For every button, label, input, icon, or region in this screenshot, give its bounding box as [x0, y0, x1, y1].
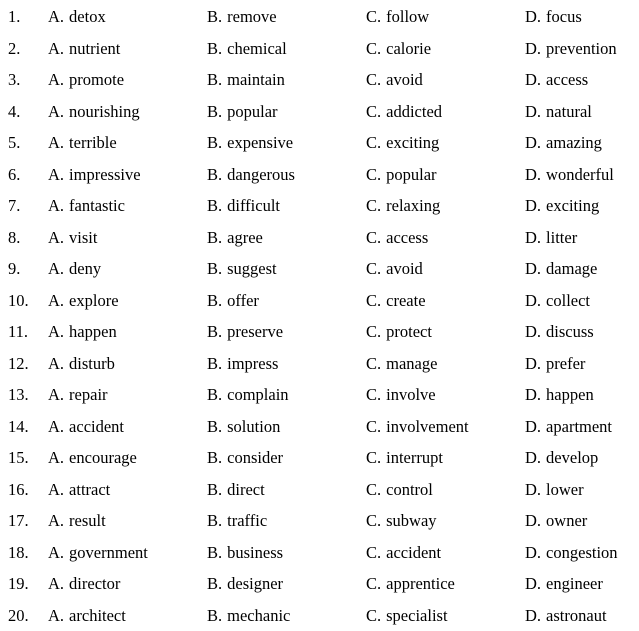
option-word: collect [546, 291, 590, 310]
option-letter: A. [48, 196, 64, 215]
option-letter: C. [366, 574, 381, 593]
option-letter: A. [48, 574, 64, 593]
option-word: disturb [69, 354, 115, 373]
option-word: specialist [386, 606, 447, 625]
option-d [525, 159, 614, 191]
option-letter: C. [366, 7, 381, 26]
option-word: director [69, 574, 120, 593]
option-word: deny [69, 259, 101, 278]
option-word: nourishing [69, 102, 140, 121]
option-b [207, 568, 283, 600]
option-letter: C. [366, 606, 381, 625]
option-c [366, 379, 436, 411]
option-word: agree [227, 228, 263, 247]
option-c [366, 568, 455, 600]
option-word: avoid [386, 259, 423, 278]
option-letter: B. [207, 228, 222, 247]
option-letter: A. [48, 480, 64, 499]
option-a [48, 222, 97, 254]
option-letter: A. [48, 291, 64, 310]
option-letter: B. [207, 291, 222, 310]
question-row [0, 96, 639, 128]
option-word: direct [227, 480, 265, 499]
option-b [207, 537, 283, 569]
option-letter: D. [525, 259, 541, 278]
option-letter: A. [48, 165, 64, 184]
option-word: business [227, 543, 283, 562]
option-word: encourage [69, 448, 137, 467]
option-letter: A. [48, 39, 64, 58]
option-letter: A. [48, 511, 64, 530]
option-word: wonderful [546, 165, 614, 184]
option-word: dangerous [227, 165, 295, 184]
option-letter: D. [525, 322, 541, 341]
option-b [207, 1, 277, 33]
option-d [525, 64, 588, 96]
option-word: traffic [227, 511, 267, 530]
question-row [0, 33, 639, 65]
option-word: visit [69, 228, 97, 247]
question-row [0, 568, 639, 600]
option-word: remove [227, 7, 276, 26]
question-number: 15. [8, 442, 29, 474]
option-d [525, 505, 587, 537]
option-word: owner [546, 511, 587, 530]
option-letter: D. [525, 196, 541, 215]
option-word: happen [546, 385, 594, 404]
option-word: interrupt [386, 448, 443, 467]
option-a [48, 190, 125, 222]
option-letter: D. [525, 39, 541, 58]
option-word: protect [386, 322, 432, 341]
option-c [366, 505, 437, 537]
option-letter: A. [48, 354, 64, 373]
option-b [207, 285, 259, 317]
option-letter: C. [366, 228, 381, 247]
option-word: architect [69, 606, 126, 625]
option-c [366, 600, 448, 631]
option-b [207, 600, 290, 631]
option-a [48, 537, 148, 569]
option-word: discuss [546, 322, 594, 341]
option-letter: C. [366, 511, 381, 530]
option-letter: B. [207, 417, 222, 436]
option-word: access [386, 228, 428, 247]
question-number: 3. [8, 64, 20, 96]
option-word: explore [69, 291, 118, 310]
option-word: develop [546, 448, 598, 467]
option-word: engineer [546, 574, 603, 593]
option-word: focus [546, 7, 582, 26]
option-letter: C. [366, 385, 381, 404]
option-d [525, 411, 612, 443]
option-b [207, 379, 289, 411]
question-row [0, 253, 639, 285]
option-letter: D. [525, 228, 541, 247]
option-word: relaxing [386, 196, 440, 215]
question-row [0, 474, 639, 506]
question-number: 16. [8, 474, 29, 506]
option-a [48, 33, 120, 65]
option-word: subway [386, 511, 436, 530]
question-number: 5. [8, 127, 20, 159]
option-letter: D. [525, 606, 541, 625]
option-letter: D. [525, 133, 541, 152]
option-d [525, 379, 594, 411]
question-number: 9. [8, 253, 20, 285]
option-letter: D. [525, 448, 541, 467]
option-letter: C. [366, 70, 381, 89]
option-letter: C. [366, 133, 381, 152]
option-letter: B. [207, 133, 222, 152]
option-letter: B. [207, 511, 222, 530]
option-letter: C. [366, 322, 381, 341]
option-letter: B. [207, 480, 222, 499]
option-a [48, 411, 124, 443]
option-a [48, 96, 140, 128]
option-letter: C. [366, 543, 381, 562]
question-row [0, 159, 639, 191]
option-b [207, 64, 285, 96]
option-word: popular [386, 165, 436, 184]
option-letter: C. [366, 291, 381, 310]
option-word: happen [69, 322, 117, 341]
option-b [207, 190, 280, 222]
option-word: congestion [546, 543, 618, 562]
option-b [207, 474, 265, 506]
option-c [366, 190, 440, 222]
option-d [525, 190, 599, 222]
question-number: 1. [8, 1, 20, 33]
option-b [207, 159, 295, 191]
option-a [48, 64, 124, 96]
option-a [48, 285, 119, 317]
option-word: avoid [386, 70, 423, 89]
option-a [48, 505, 106, 537]
option-c [366, 285, 426, 317]
option-letter: B. [207, 574, 222, 593]
option-letter: A. [48, 385, 64, 404]
option-word: access [546, 70, 588, 89]
option-a [48, 1, 106, 33]
option-word: accident [69, 417, 124, 436]
option-word: terrible [69, 133, 117, 152]
question-row [0, 222, 639, 254]
option-word: addicted [386, 102, 442, 121]
option-c [366, 537, 441, 569]
option-word: prefer [546, 354, 585, 373]
question-number: 8. [8, 222, 20, 254]
option-letter: C. [366, 196, 381, 215]
option-letter: A. [48, 322, 64, 341]
option-letter: C. [366, 102, 381, 121]
option-letter: B. [207, 7, 222, 26]
option-d [525, 285, 590, 317]
option-word: expensive [227, 133, 293, 152]
option-c [366, 316, 432, 348]
option-c [366, 253, 423, 285]
option-letter: B. [207, 354, 222, 373]
option-c [366, 33, 431, 65]
option-a [48, 442, 137, 474]
option-d [525, 348, 585, 380]
option-c [366, 442, 443, 474]
option-a [48, 159, 141, 191]
option-letter: D. [525, 354, 541, 373]
option-word: nutrient [69, 39, 120, 58]
option-letter: D. [525, 574, 541, 593]
option-letter: B. [207, 259, 222, 278]
question-number: 4. [8, 96, 20, 128]
option-a [48, 348, 115, 380]
option-b [207, 411, 280, 443]
option-word: astronaut [546, 606, 606, 625]
option-c [366, 1, 429, 33]
question-number: 7. [8, 190, 20, 222]
question-list [0, 1, 639, 631]
question-number: 17. [8, 505, 29, 537]
question-row [0, 190, 639, 222]
option-letter: C. [366, 39, 381, 58]
option-letter: C. [366, 480, 381, 499]
question-row [0, 285, 639, 317]
question-row [0, 316, 639, 348]
question-number: 12. [8, 348, 29, 380]
option-word: involve [386, 385, 436, 404]
question-number: 13. [8, 379, 29, 411]
question-row [0, 505, 639, 537]
option-letter: B. [207, 606, 222, 625]
option-word: preserve [227, 322, 283, 341]
option-letter: D. [525, 511, 541, 530]
option-letter: D. [525, 165, 541, 184]
option-word: create [386, 291, 425, 310]
option-a [48, 568, 120, 600]
option-letter: A. [48, 259, 64, 278]
option-b [207, 442, 283, 474]
question-row [0, 600, 639, 631]
option-letter: A. [48, 102, 64, 121]
option-letter: A. [48, 133, 64, 152]
option-word: calorie [386, 39, 431, 58]
option-word: suggest [227, 259, 277, 278]
option-letter: A. [48, 417, 64, 436]
option-d [525, 537, 618, 569]
option-word: lower [546, 480, 584, 499]
question-row [0, 1, 639, 33]
option-letter: D. [525, 385, 541, 404]
option-d [525, 442, 598, 474]
option-letter: A. [48, 7, 64, 26]
option-d [525, 96, 592, 128]
option-word: popular [227, 102, 277, 121]
option-word: attract [69, 480, 110, 499]
option-letter: D. [525, 7, 541, 26]
option-letter: B. [207, 385, 222, 404]
question-row [0, 127, 639, 159]
question-row [0, 64, 639, 96]
option-word: government [69, 543, 148, 562]
option-word: mechanic [227, 606, 290, 625]
option-c [366, 127, 439, 159]
option-letter: A. [48, 70, 64, 89]
option-letter: D. [525, 291, 541, 310]
option-a [48, 474, 110, 506]
option-word: apprentice [386, 574, 455, 593]
option-d [525, 253, 597, 285]
option-b [207, 222, 263, 254]
question-number: 14. [8, 411, 29, 443]
option-d [525, 33, 617, 65]
option-letter: C. [366, 448, 381, 467]
option-letter: B. [207, 322, 222, 341]
question-number: 19. [8, 568, 29, 600]
option-d [525, 600, 607, 631]
option-d [525, 1, 582, 33]
option-word: control [386, 480, 433, 499]
question-row [0, 537, 639, 569]
option-letter: B. [207, 448, 222, 467]
option-b [207, 348, 278, 380]
option-letter: D. [525, 543, 541, 562]
option-letter: C. [366, 165, 381, 184]
option-c [366, 474, 433, 506]
option-word: impress [227, 354, 278, 373]
option-d [525, 568, 603, 600]
option-word: promote [69, 70, 124, 89]
option-letter: D. [525, 102, 541, 121]
option-word: impressive [69, 165, 141, 184]
question-row [0, 442, 639, 474]
option-letter: A. [48, 543, 64, 562]
option-word: chemical [227, 39, 287, 58]
option-letter: B. [207, 165, 222, 184]
option-letter: B. [207, 543, 222, 562]
option-c [366, 159, 437, 191]
option-letter: B. [207, 70, 222, 89]
option-word: designer [227, 574, 283, 593]
option-word: litter [546, 228, 577, 247]
option-word: complain [227, 385, 288, 404]
option-letter: A. [48, 228, 64, 247]
option-word: involvement [386, 417, 468, 436]
option-b [207, 33, 287, 65]
option-letter: C. [366, 354, 381, 373]
option-letter: B. [207, 39, 222, 58]
option-letter: A. [48, 448, 64, 467]
option-b [207, 127, 293, 159]
option-word: solution [227, 417, 280, 436]
option-letter: D. [525, 417, 541, 436]
question-row [0, 348, 639, 380]
option-word: follow [386, 7, 429, 26]
option-word: consider [227, 448, 283, 467]
option-letter: D. [525, 70, 541, 89]
option-letter: C. [366, 417, 381, 436]
question-row [0, 379, 639, 411]
question-number: 6. [8, 159, 20, 191]
option-a [48, 316, 117, 348]
option-letter: A. [48, 606, 64, 625]
option-b [207, 253, 277, 285]
option-word: exciting [546, 196, 599, 215]
option-word: natural [546, 102, 592, 121]
option-word: repair [69, 385, 107, 404]
option-letter: B. [207, 196, 222, 215]
option-word: maintain [227, 70, 285, 89]
option-word: fantastic [69, 196, 125, 215]
option-a [48, 253, 101, 285]
option-word: result [69, 511, 106, 530]
option-d [525, 222, 577, 254]
question-number: 10. [8, 285, 29, 317]
option-b [207, 96, 278, 128]
question-number: 2. [8, 33, 20, 65]
option-b [207, 316, 283, 348]
option-d [525, 316, 594, 348]
option-c [366, 64, 423, 96]
option-c [366, 222, 428, 254]
option-word: apartment [546, 417, 612, 436]
option-word: offer [227, 291, 259, 310]
question-number: 11. [8, 316, 28, 348]
option-word: prevention [546, 39, 617, 58]
option-d [525, 474, 584, 506]
option-a [48, 379, 108, 411]
question-number: 20. [8, 600, 29, 631]
option-word: detox [69, 7, 106, 26]
option-word: damage [546, 259, 597, 278]
option-c [366, 411, 469, 443]
question-row [0, 411, 639, 443]
option-a [48, 600, 126, 631]
option-letter: D. [525, 480, 541, 499]
question-number: 18. [8, 537, 29, 569]
option-word: difficult [227, 196, 280, 215]
option-word: exciting [386, 133, 439, 152]
option-word: manage [386, 354, 437, 373]
option-word: amazing [546, 133, 602, 152]
option-c [366, 96, 442, 128]
option-c [366, 348, 437, 380]
option-letter: B. [207, 102, 222, 121]
option-word: accident [386, 543, 441, 562]
option-d [525, 127, 602, 159]
option-a [48, 127, 117, 159]
option-b [207, 505, 267, 537]
option-letter: C. [366, 259, 381, 278]
